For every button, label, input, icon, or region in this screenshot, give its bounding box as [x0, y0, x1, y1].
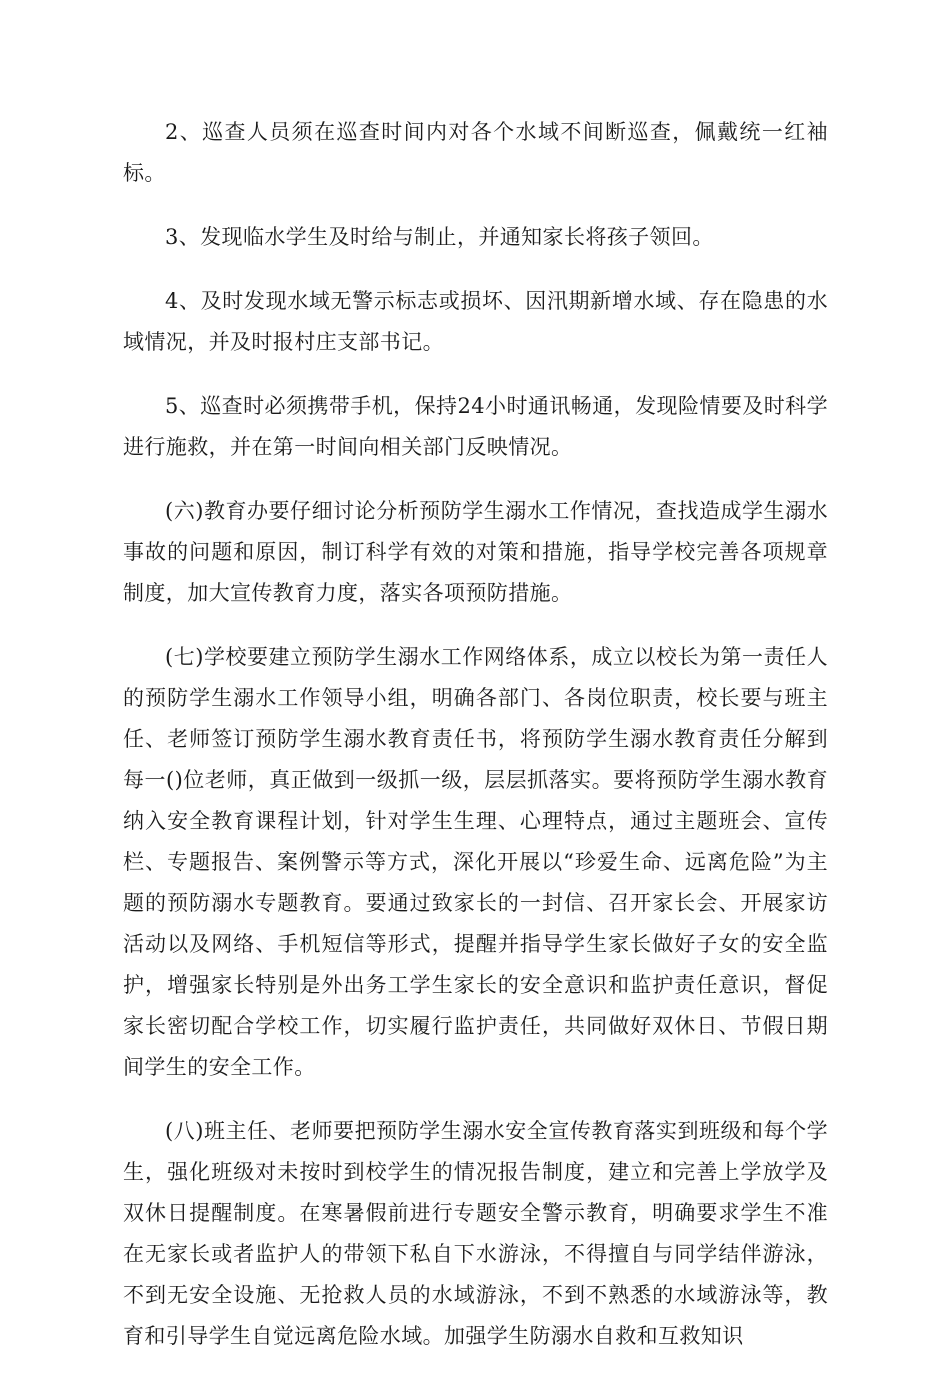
document-body	[123, 112, 828, 1380]
paragraph-section-7: (七)学校要建立预防学生溺水工作网络体系，成立以校长为第一责任人的预防学生溺水工作领导小组，明确各部门、各岗位职责，校长要与班主任、老师签订预防学生溺水教育责任书，将预防学生溺水教育责任分解到每一()位老师，真正做到一级抓一级，层层抓落实。要将预防学生溺水教育纳入安全教育课程计划，针对学生生理、心理特点，通过主题班会、宣传栏、专题报告、案例警示等方式，深化开展以“珍爱生命、远离危险”为主题的预防溺水专题教育。要通过致家长的一封信、召开家长会、开展家访活动以及网络、手机短信等形式，提醒并指导学生家长做好子女的安全监护，增强家长特别是外出务工学生家长的安全意识和监护责任意识，督促家长密切配合学校工作，切实履行监护责任，共同做好双休日、节假日期间学生的安全工作。	[123, 645, 828, 1079]
paragraph-item-3: 3、发现临水学生及时给与制止，并通知家长将孩子领回。	[165, 225, 714, 249]
paragraph-section-6: (六)教育办要仔细讨论分析预防学生溺水工作情况，查找造成学生溺水事故的问题和原因，制订科学有效的对策和措施，指导学校完善各项规章制度，加大宣传教育力度，落实各项预防措施。	[123, 499, 828, 605]
paragraph-item-5: 5、巡查时必须携带手机，保持24小时通讯畅通，发现险情要及时科学进行施救，并在第一时间向相关部门反映情况。	[123, 394, 828, 459]
paragraph-item-4: 4、及时发现水域无警示标志或损坏、因汛期新增水域、存在隐患的水域情况，并及时报村庄支部书记。	[123, 289, 828, 354]
paragraph-item-2: 2、巡查人员须在巡查时间内对各个水域不间断巡查，佩戴统一红袖标。	[123, 120, 828, 185]
paragraph-section-8: (八)班主任、老师要把预防学生溺水安全宣传教育落实到班级和每个学生，强化班级对未按时到校学生的情况报告制度，建立和完善上学放学及双休日提醒制度。在寒暑假前进行专题安全警示教育，明确要求学生不准在无家长或者监护人的带领下私自下水游泳，不得擅自与同学结伴游泳，不到无安全设施、无抢救人员的水域游泳，不到不熟悉的水域游泳等，教育和引导学生自觉远离危险水域。加强学生防溺水自救和互救知识	[123, 1119, 828, 1348]
